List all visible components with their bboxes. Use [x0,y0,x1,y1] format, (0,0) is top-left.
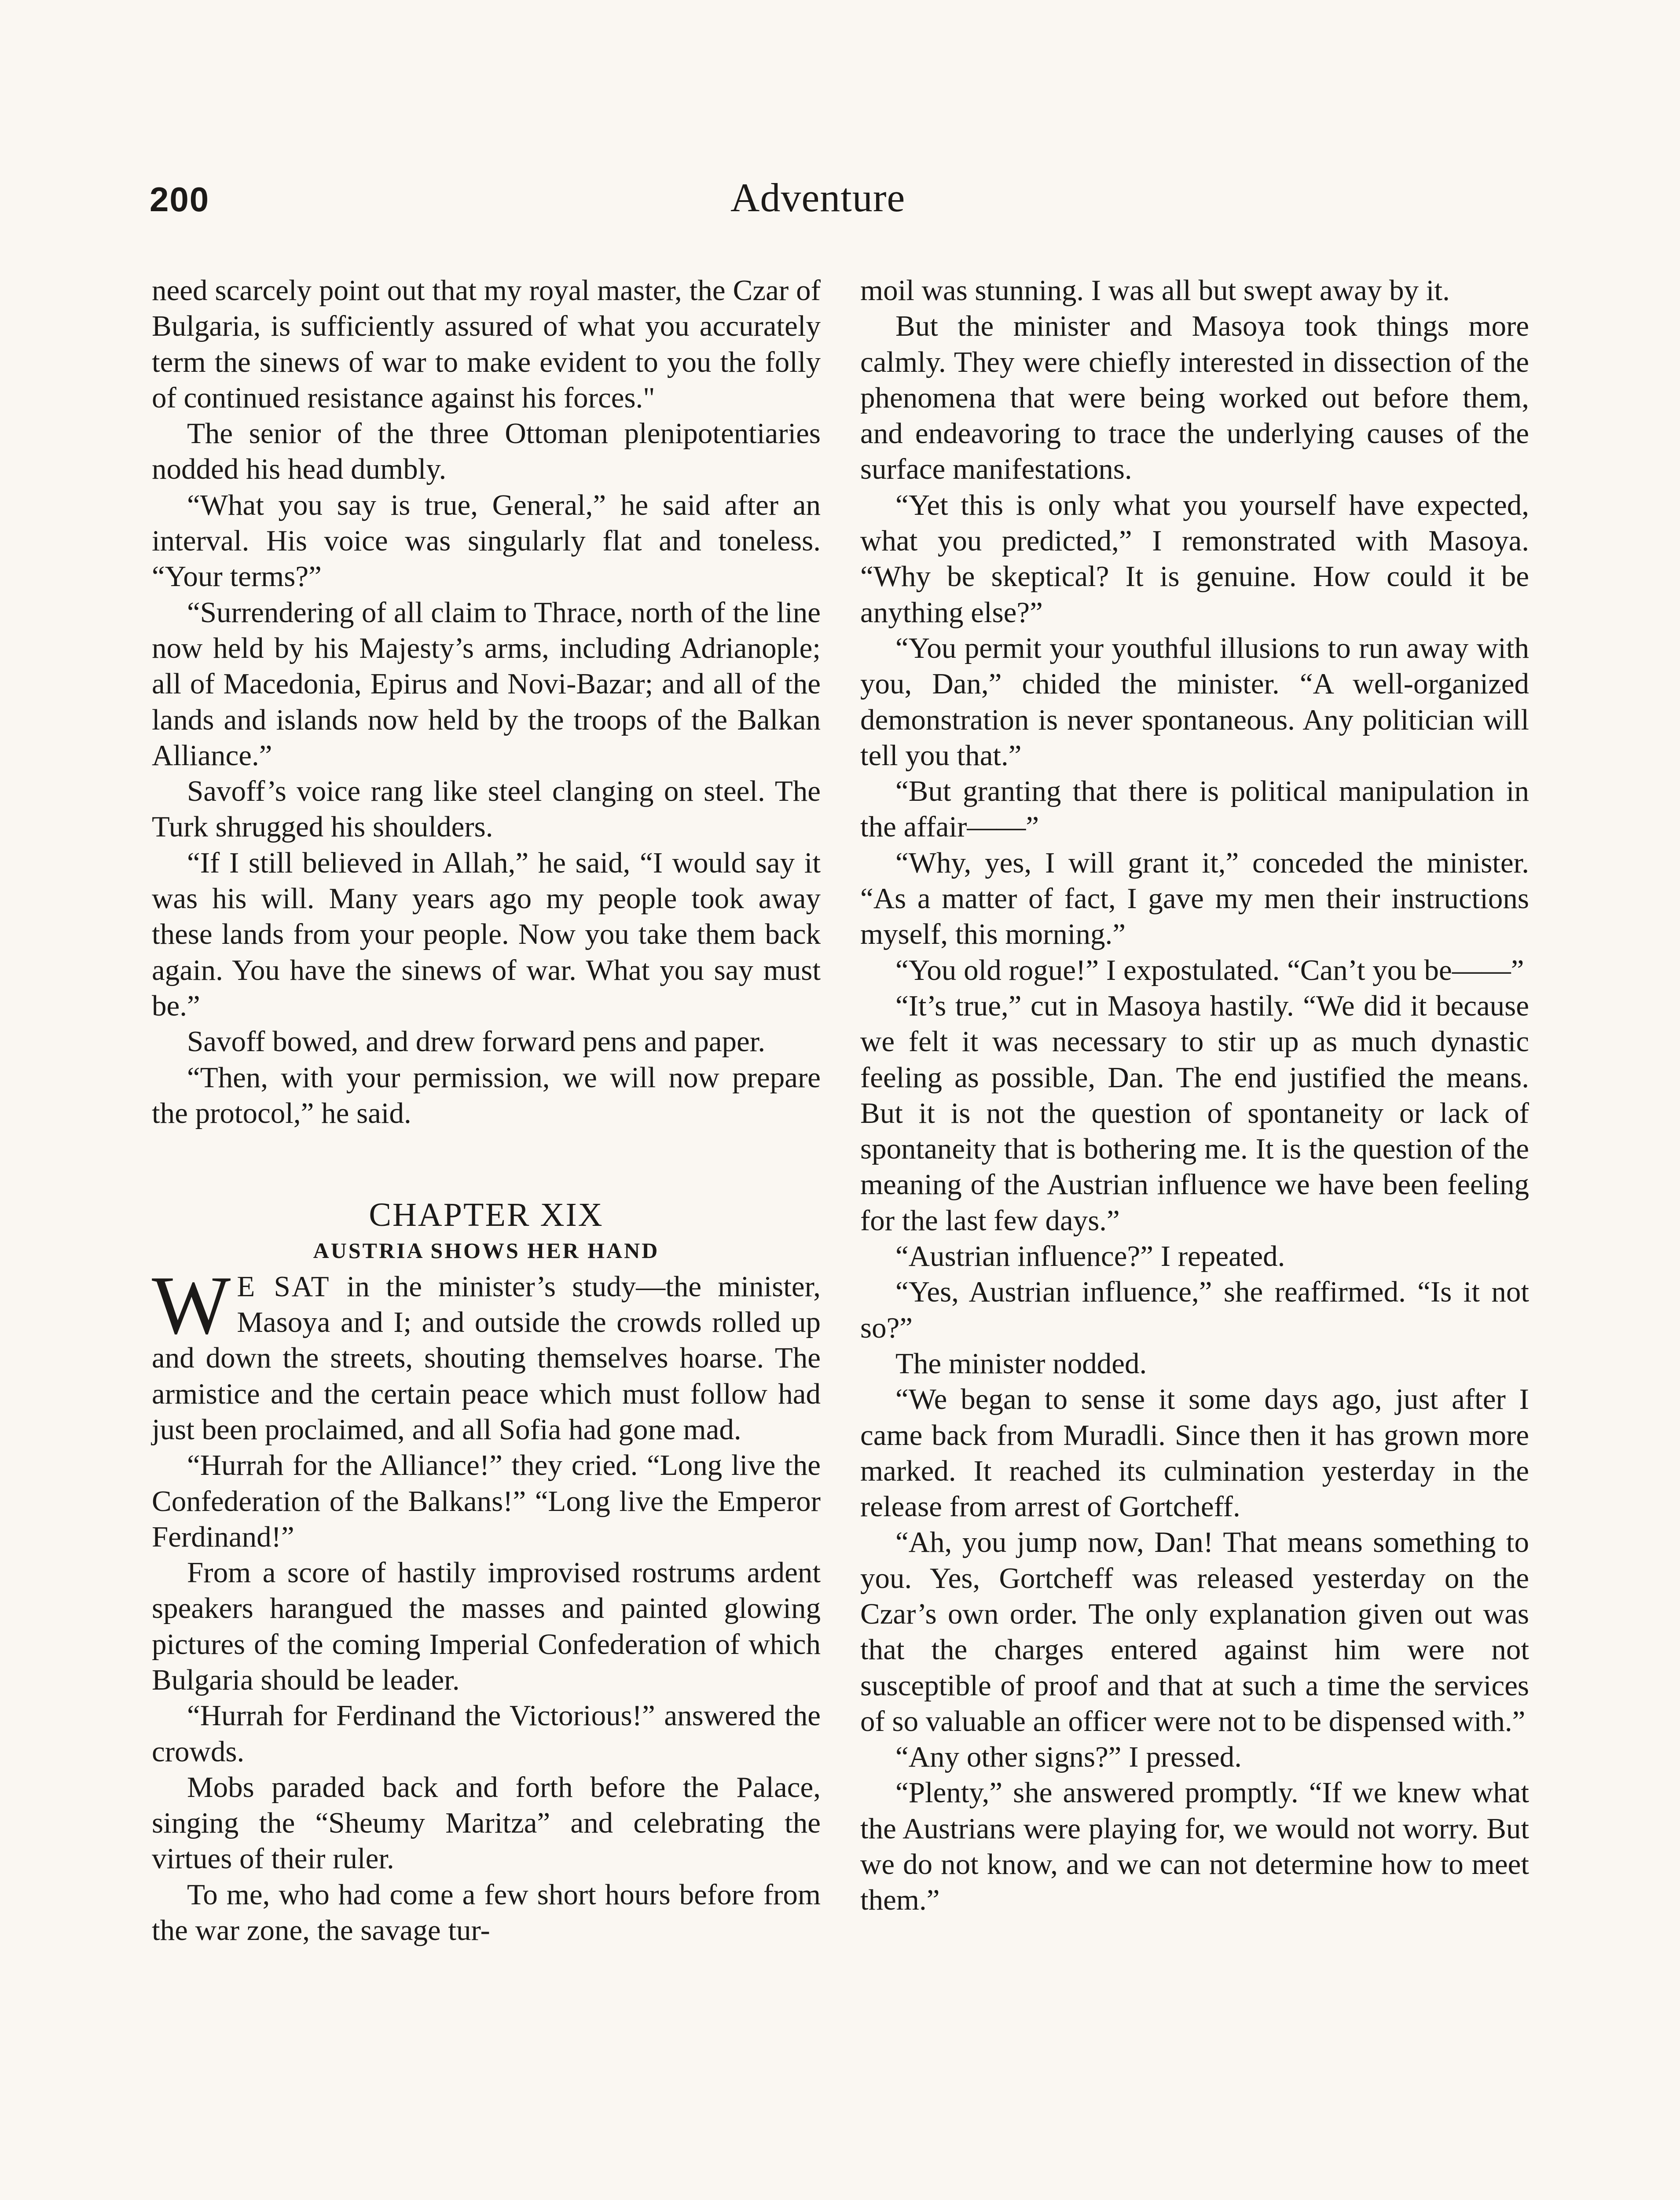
paragraph: need scarcely point out that my royal master, the Czar of Bulgaria, is sufficiently assured of what you accurately term the sinews of war to make evident to you the folly of continued resistance against his forces." [152,274,821,414]
paragraph: “Why, yes, I will grant it,” conceded the minister. “As a matter of fact, I gave my men their instructions myself, this morning.” [860,846,1529,951]
paragraph: Mobs paraded back and forth before the Palace, singing the “Sheumy Maritza” and celebrating the virtues of their ruler. [152,1771,821,1875]
paragraph: “Austrian influence?” I repeated. [895,1240,1285,1273]
paragraph: “What you say is true, General,” he said after an interval. His voice was singularly flat and toneless. “Your terms?” [152,488,821,593]
paragraph: “You permit your youthful illusions to run away with you, Dan,” chided the minister. “A well-organized demonstration is never spontaneous. Any politician will tell you that.” [860,631,1529,772]
paragraph: “If I still believed in Allah,” he said, “I would say it was his will. Many years ago my people took away these lands from your people. Now you take them back again. You have the sinews of war. What you say must be.” [152,846,821,1022]
paragraph: “But granting that there is political manipulation in the affair——” [860,775,1529,843]
paragraph: “Then, with your permission, we will now prepare the protocol,” he said. [152,1061,821,1129]
right-column [860,273,1529,1918]
drop-cap: W [152,1259,231,1352]
chapter-subtitle: AUSTRIA SHOWS HER HAND [313,1238,660,1263]
paragraph: Savoff’s voice rang like steel clanging on steel. The Turk shrugged his shoulders. [152,775,821,843]
paragraph: moil was stunning. I was all but swept away by it. [860,274,1450,307]
paragraph: “Hurrah for Ferdinand the Victorious!” answered the crowds. [152,1699,821,1768]
paragraph: The senior of the three Ottoman plenipotentiaries nodded his head dumbly. [152,417,821,486]
opening-smallcaps: E SAT [237,1270,330,1303]
paragraph: From a score of hastily improvised rostrums ardent speakers harangued the masses and painted glowing pictures of the coming Imperial Confederation of which Bulgaria should be leader. [152,1556,821,1696]
paragraph: “Surrendering of all claim to Thrace, north of the line now held by his Majesty’s arms, including Adrianople; all of Macedonia, Epirus and Novi-Bazar; and all of the lands and islands now held by the troops of the Balkan Alliance.” [152,596,821,772]
left-column [152,273,821,1948]
chapter-opening-paragraph [152,1259,821,1448]
paragraph: “You old rogue!” I expostulated. “Can’t you be——” [895,953,1524,986]
paragraph: “It’s true,” cut in Masoya hastily. “We did it because we felt it was necessary to stir up as much dynastic feeling as possible, Dan. The end justified the means. But it is not the question of spontaneity or lack of spontaneity that is bothering me. It is the question of the meaning of the Austrian influence we have been feeling for the last few days.” [860,989,1529,1237]
running-title: Adventure [730,175,906,220]
paragraph: To me, who had come a few short hours before from the war zone, the savage tur- [152,1878,821,1947]
paragraph: But the minister and Masoya took things more calmly. They were chiefly interested in dissection of the phenomena that were being worked out before them, and endeavoring to trace the underlying causes of the surface manifestations. [860,310,1529,486]
page-number: 200 [150,180,210,219]
paragraph: “Hurrah for the Alliance!” they cried. “Long live the Confederation of the Balkans!” “Long live the Emperor Ferdinand!” [152,1449,821,1553]
paragraph: “Any other signs?” I pressed. [895,1741,1242,1774]
chapter-title: CHAPTER XIX [369,1196,604,1234]
paragraph: “We began to sense it some days ago, just after I came back from Muradli. Since then it has grown more marked. It reached its culmination yesterday in the release from arrest of Gortcheff. [860,1383,1529,1523]
chapter-heading [152,1197,821,1269]
paragraph: “Ah, you jump now, Dan! That means something to you. Yes, Gortcheff was released yesterday on the Czar’s own order. The only explanation given out was that the charges entered against him were not susceptible of proof and that at such a time the services of so valuable an officer were not to be dispensed with.” [860,1526,1529,1738]
paragraph: “Plenty,” she answered promptly. “If we knew what the Austrians were playing for, we would not worry. But we do not know, and we can not determine how to meet them.” [860,1776,1529,1917]
page-header [0,175,1680,232]
paragraph: “Yet this is only what you yourself have expected, what you predicted,” I remonstrated with Masoya. “Why be skeptical? It is genuine. How could it be anything else?” [860,488,1529,629]
paragraph: The minister nodded. [895,1347,1147,1380]
paragraph: Savoff bowed, and drew forward pens and paper. [187,1025,766,1058]
opening-text: in the minister’s study—the minister, Masoya and I; and outside the crowds rolled up and down the streets, shouting themselves hoarse. The armistice and the certain peace which must follow had just been proclaimed, and all Sofia had gone mad. [152,1270,821,1446]
paragraph: “Yes, Austrian influence,” she reaffirmed. “Is it not so?” [860,1276,1529,1344]
